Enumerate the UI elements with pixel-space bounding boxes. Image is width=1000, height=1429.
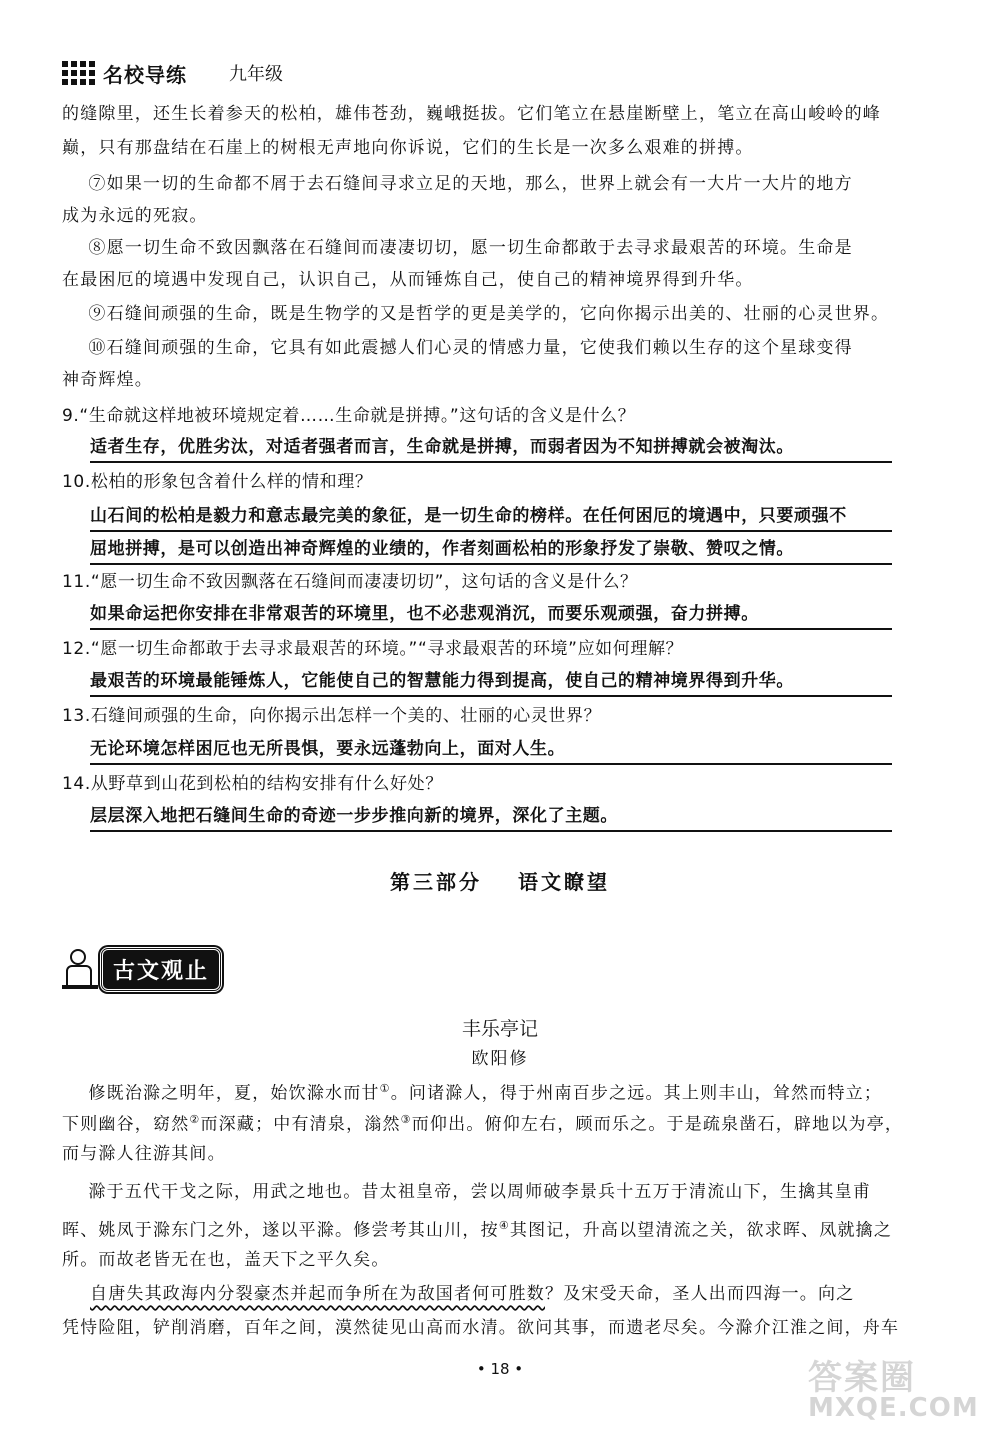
- essay-text: 。问诸滁人，得于州南百步之远。其上则丰山，耸然而特立；: [390, 1083, 883, 1104]
- question-13: 13.石缝间顽强的生命，向你揭示出怎样一个美的、壮丽的心灵世界？: [62, 706, 602, 726]
- answer-14: 层层深入地把石缝间生命的奇迹一步步推向新的境界，深化了主题。: [90, 802, 892, 832]
- answer-13: 无论环境怎样困厄也无所畏惧，要永远蓬勃向上，面对人生。: [90, 735, 892, 765]
- section-part: 第三部分: [390, 870, 482, 894]
- brand-dots-icon: [62, 61, 95, 85]
- wavy-underlined-sentence: 自唐失其政海内分裂豪杰并起而争所在为敌国者何可胜数: [90, 1284, 545, 1304]
- essay-text: 修既治滁之明年，夏，始饮滁水而甘: [62, 1083, 380, 1104]
- watermark-top: 答案圈: [808, 1358, 916, 1398]
- passage-line: 神奇辉煌。: [62, 370, 153, 390]
- essay-text: 其图记，升高以望清流之关，欲求晖、凤就擒之: [509, 1220, 893, 1241]
- essay-line: 而与滁人往游其间。: [62, 1144, 226, 1164]
- passage-line: 巅，只有那盘结在石崖上的树根无声地向你诉说，它们的生长是一次多么艰难的拼搏。: [62, 138, 754, 158]
- question-11: 11.“愿一切生命不致因飘落在石缝间而凄凄切切”，这句话的含义是什么？: [62, 572, 638, 592]
- footnote-marker: ①: [379, 1082, 391, 1095]
- question-14: 14.从野草到山花到松柏的结构安排有什么好处？: [62, 774, 443, 794]
- reading-figure-icon: [62, 947, 100, 991]
- passage-line: ⑦如果一切的生命都不屑于去石缝间寻求立足的天地，那么，世界上就会有一大片一大片的地方: [62, 174, 853, 194]
- footnote-marker: ②: [189, 1113, 201, 1126]
- passage-line: ⑧愿一切生命不致因飘落在石缝间而凄凄切切，愿一切生命都敢于去寻求最艰苦的环境。生命是: [62, 238, 853, 258]
- passage-line: 在最困厄的境遇中发现自己，认识自己，从而锤炼自己，使自己的精神境界得到升华。: [62, 270, 754, 290]
- answer-12: 最艰苦的环境最能锤炼人，它能使自己的智慧能力得到提高，使自己的精神境界得到升华。: [90, 667, 892, 697]
- essay-text: 而深藏；中有清泉，滃然: [200, 1114, 401, 1135]
- essay-line: 凭恃险阻，铲削消磨，百年之间，漠然徒见山高而水清。欲问其事，而遗老尽矣。今滁介江淮之间，舟车: [62, 1318, 900, 1338]
- passage-line: ⑩石缝间顽强的生命，它具有如此震撼人们心灵的情感力量，它使我们赖以生存的这个星球变得: [62, 338, 853, 358]
- answer-11: 如果命运把你安排在非常艰苦的环境里，也不必悲观消沉，而要乐观顽强，奋力拼搏。: [90, 600, 892, 630]
- section-name: 语文瞭望: [518, 870, 610, 894]
- question-12: 12.“愿一切生命都敢于去寻求最艰苦的环境。”“寻求最艰苦的环境”应如何理解？: [62, 639, 684, 659]
- question-9: 9.“生命就这样地被环境规定着……生命就是拼搏。”这句话的含义是什么？: [62, 406, 636, 426]
- section-heading: [0, 866, 1000, 895]
- essay-line: [62, 1075, 882, 1108]
- answer-9: 适者生存，优胜劣汰，对适者强者而言，生命就是拼搏，而弱者因为不知拼搏就会被淘汰。: [90, 433, 892, 463]
- badge-label: 古文观止: [100, 947, 222, 992]
- watermark-bottom: MXQE.COM: [808, 1393, 979, 1423]
- essay-text: 而仰出。俯仰左右，顾而乐之。于是疏泉凿石，辟地以为亭，: [411, 1114, 904, 1135]
- site-watermark: [808, 1350, 994, 1424]
- essay-line: [90, 1280, 854, 1308]
- essay-line: [62, 1106, 903, 1139]
- passage-line: 成为永远的死寂。: [62, 206, 208, 226]
- essay-text: 晖、姚凤于滁东门之外，遂以平滁。修尝考其山川，按: [62, 1220, 499, 1241]
- essay-text: 下则幽谷，窈然: [62, 1114, 190, 1135]
- essay-title: 丰乐亭记: [461, 1018, 538, 1040]
- classical-reading-badge: [62, 945, 222, 993]
- passage-line: 的缝隙里，还生长着参天的松柏，雄伟苍劲，巍峨挺拔。它们笔立在悬崖断壁上，笔立在高山峻岭的峰: [62, 104, 881, 124]
- answer-10-line-2: 屈地拼搏，是可以创造出神奇辉煌的业绩的，作者刻画松柏的形象抒发了崇敬、赞叹之情。: [90, 535, 892, 565]
- question-10: 10.松柏的形象包含着什么样的情和理？: [62, 472, 373, 492]
- essay-author: 欧阳修: [471, 1049, 529, 1069]
- footnote-marker: ④: [498, 1219, 510, 1232]
- essay-line: [62, 1212, 892, 1245]
- grade-label: 九年级: [229, 64, 283, 85]
- answer-10-line-1: 山石间的松柏是毅力和意志最完美的象征，是一切生命的榜样。在任何困厄的境遇中，只要顽强不: [90, 502, 892, 532]
- brand-name: 名校导练: [103, 62, 187, 87]
- essay-line: 滁于五代干戈之际，用武之地也。昔太祖皇帝，尝以周师破李景兵十五万于清流山下，生擒其皇甫: [62, 1182, 872, 1202]
- page-number: • 18 •: [476, 1360, 524, 1378]
- essay-text: ？及宋受天命，圣人出而四海一。向之: [545, 1284, 855, 1304]
- page-header: [62, 58, 283, 88]
- footnote-marker: ③: [400, 1113, 412, 1126]
- essay-line: 所。而故老皆无在也，盖天下之平久矣。: [62, 1250, 390, 1270]
- passage-line: ⑨石缝间顽强的生命，既是生物学的又是哲学的更是美学的，它向你揭示出美的、壮丽的心灵世界。: [62, 304, 890, 324]
